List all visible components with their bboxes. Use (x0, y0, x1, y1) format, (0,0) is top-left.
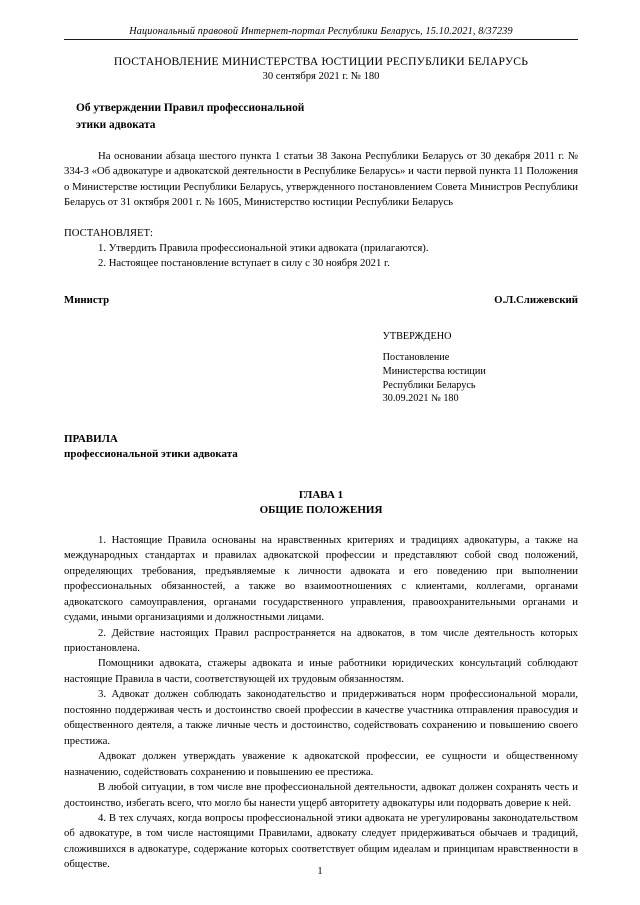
approval-title: УТВЕРЖДЕНО (382, 330, 452, 342)
running-header (64, 26, 578, 40)
body-paragraph: 1. Настоящие Правила основаны на нравственных критериях и традициях адвокатуры, а также на международных стандартах и правилах адвокатской профессии и представляют собой свод положений, определяющих требования, предъявляемые к личности адвоката и его поведению при выполнении профессиональных обязанностей, а также во взаимоотношениях с клиентами, коллегами, органами адвокатского самоуправления, органами государственного управления, правоохранительными органами и судами, иными организациями и должностными лицами. (64, 533, 578, 624)
document-content (64, 54, 578, 873)
rules-heading-line-1: ПРАВИЛА (64, 432, 118, 445)
enactment-item: 1. Утвердить Правила профессиональной этики адвоката (прилагаются). (98, 242, 429, 255)
signature-row (64, 294, 578, 306)
approval-line: Постановление (382, 352, 450, 364)
document-title: ПОСТАНОВЛЕНИЕ МИНИСТЕРСТВА ЮСТИЦИИ РЕСПУБЛИКИ БЕЛАРУСЬ (113, 55, 529, 68)
approval-block (383, 330, 578, 406)
body-paragraph: 2. Действие настоящих Правил распространяется на адвокатов, в том числе деятельность которых приостановлена. (64, 626, 578, 654)
subject-heading-line-2: этики адвоката (76, 119, 156, 131)
running-header-text: Национальный правовой Интернет-портал Республики Беларусь, 15.10.2021, 8/37239 (129, 26, 513, 37)
chapter-number: ГЛАВА 1 (298, 488, 344, 501)
signature-position: Министр (64, 293, 110, 306)
rules-heading (64, 432, 578, 462)
enacting-word: ПОСТАНОВЛЯЕТ: (64, 226, 153, 239)
body-paragraph: 3. Адвокат должен соблюдать законодательство и придерживаться норм профессиональной морали, постоянно поддерживая честь и достоинство своей профессии в качестве участника отправления правосудия и общественного деятеля, а также личные честь и достоинство, содействовать сохранению и повышению своего престижа. (64, 688, 578, 747)
subject-heading-line-1: Об утверждении Правил профессиональной (76, 102, 305, 114)
subject-heading (64, 100, 578, 134)
body-paragraph: Помощники адвоката, стажеры адвоката и иные работники юридических консультаций соблюдают настоящие Правила в части, соответствующей их трудовым обязанностям. (64, 657, 578, 685)
chapter-heading (64, 488, 578, 519)
rules-heading-line-2: профессиональной этики адвоката (64, 447, 238, 460)
document-date-number: 30 сентября 2021 г. № 180 (262, 71, 380, 82)
enactment-item: 2. Настоящее постановление вступает в силу с 30 ноября 2021 г. (98, 257, 390, 270)
page-number: 1 (317, 866, 323, 877)
body-paragraph: 4. В тех случаях, когда вопросы профессиональной этики адвоката не урегулированы законодательством об адвокатуре, в том числе настоящими Правилами, адвокату следует придерживаться обычаев и традиций, сложившихся в адвокатуре, содержание которых соответствует общим идеалам и принципам нравственности в обществе. (64, 811, 578, 871)
approval-line: Республики Беларусь (382, 379, 476, 391)
chapter-title: ОБЩИЕ ПОЛОЖЕНИЯ (259, 504, 383, 517)
signature-name: О.Л.Слижевский (494, 293, 578, 306)
preamble-paragraph: На основании абзаца шестого пункта 1 статьи 38 Закона Республики Беларусь от 30 декабря 2011 г. № 334-З «Об адвокатуре и адвокатской деятельности в Республике Беларусь» и части первой пункта 11 Положения о Министерстве юстиции Республики Беларусь, утвержденного постановлением Совета Министров Республики Беларусь от 31 октября 2001 г. № 1605, Министерство юстиции Республики Беларусь (64, 150, 578, 209)
header-divider-rule (64, 39, 578, 40)
body-paragraph: В любой ситуации, в том числе вне профессиональной деятельности, адвокат должен сохранять честь и достоинство, избегать всего, что могло бы нанести ущерб авторитету адвокатуры или подорвать доверие к ней. (64, 781, 578, 809)
body-paragraph: Адвокат должен утверждать уважение к адвокатской профессии, ее сущности и общественному назначению, содействовать сохранению и повышению ее престижа. (64, 750, 578, 778)
approval-line: 30.09.2021 № 180 (382, 393, 459, 405)
enactment-list (64, 241, 578, 272)
body-paragraphs (64, 533, 578, 873)
approval-line: Министерства юстиции (382, 366, 486, 378)
